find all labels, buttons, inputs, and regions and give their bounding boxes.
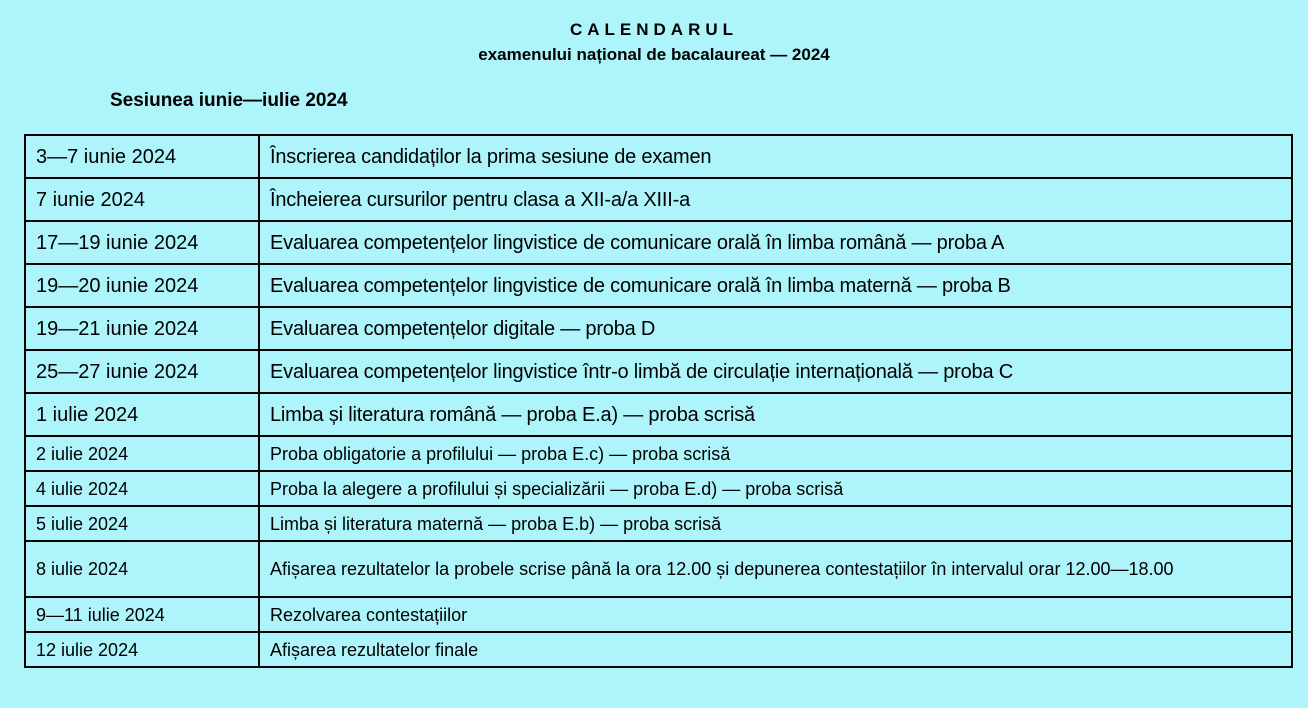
row-event: Înscrierea candidaților la prima sesiune de examen (259, 135, 1292, 178)
table-row (25, 436, 1292, 471)
table-row (25, 221, 1292, 264)
row-event: Încheierea cursurilor pentru clasa a XII-a/a XIII-a (259, 178, 1292, 221)
document-title: CALENDARUL (569, 20, 739, 39)
row-date: 5 iulie 2024 (25, 506, 259, 541)
row-date: 9—11 iulie 2024 (25, 597, 259, 632)
row-date: 2 iulie 2024 (25, 436, 259, 471)
row-event: Evaluarea competențelor lingvistice într-o limbă de circulație internațională — proba C (259, 350, 1292, 393)
document-subtitle: examenului național de bacalaureat — 2024 (478, 45, 830, 64)
row-date: 8 iulie 2024 (25, 541, 259, 597)
table-row (25, 541, 1292, 597)
row-event: Proba la alegere a profilului și specializării — proba E.d) — proba scrisă (259, 471, 1292, 506)
row-date: 4 iulie 2024 (25, 471, 259, 506)
row-date: 25—27 iunie 2024 (25, 350, 259, 393)
row-event: Limba și literatura maternă — proba E.b) — proba scrisă (259, 506, 1292, 541)
row-event: Rezolvarea contestațiilor (259, 597, 1292, 632)
row-event: Evaluarea competențelor digitale — proba D (259, 307, 1292, 350)
row-date: 1 iulie 2024 (25, 393, 259, 436)
row-event: Limba și literatura română — proba E.a) — proba scrisă (259, 393, 1292, 436)
row-date: 19—20 iunie 2024 (25, 264, 259, 307)
row-date: 17—19 iunie 2024 (25, 221, 259, 264)
row-date: 12 iulie 2024 (25, 632, 259, 667)
table-row (25, 393, 1292, 436)
table-row (25, 135, 1292, 178)
table-row (25, 471, 1292, 506)
table-row (25, 307, 1292, 350)
table-row (25, 264, 1292, 307)
table-row (25, 632, 1292, 667)
row-event: Afișarea rezultatelor la probele scrise până la ora 12.00 și depunerea contestațiilor în intervalul orar 12.00—18.00 (259, 541, 1292, 597)
row-event: Afișarea rezultatelor finale (259, 632, 1292, 667)
row-event: Evaluarea competențelor lingvistice de comunicare orală în limba maternă — proba B (259, 264, 1292, 307)
row-date: 7 iunie 2024 (25, 178, 259, 221)
row-date: 19—21 iunie 2024 (25, 307, 259, 350)
row-date: 3—7 iunie 2024 (25, 135, 259, 178)
table-row (25, 178, 1292, 221)
exam-calendar-table (24, 134, 1293, 668)
row-event: Proba obligatorie a profilului — proba E.c) — proba scrisă (259, 436, 1292, 471)
row-event: Evaluarea competențelor lingvistice de comunicare orală în limba română — proba A (259, 221, 1292, 264)
session-heading: Sesiunea iunie—iulie 2024 (110, 90, 348, 111)
table-row (25, 506, 1292, 541)
table-row (25, 597, 1292, 632)
table-row (25, 350, 1292, 393)
